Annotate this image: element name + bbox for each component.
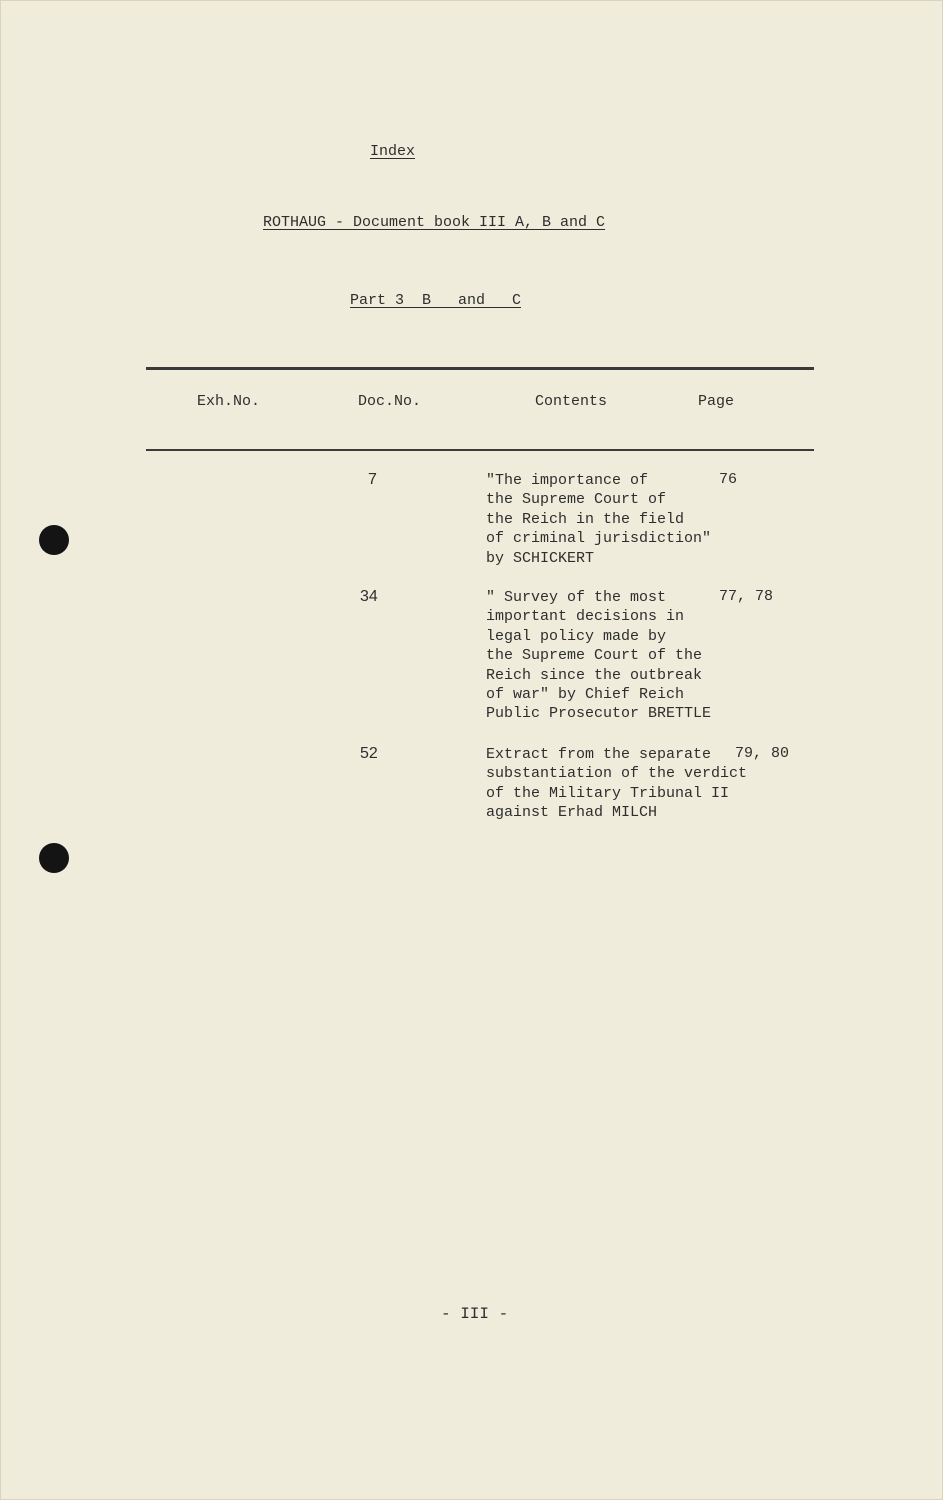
page-cell: 77, 78 [719,588,774,605]
page-cell: 76 [719,471,738,488]
page-number: - III - [441,1305,509,1323]
contents-line: of criminal jurisdiction" [486,530,712,548]
contents-cell [486,588,766,724]
contents-cell [486,745,766,823]
page-cell: 79, 80 [735,745,790,762]
contents-line: by SCHICKERT [486,549,595,567]
part-title: Part 3 B and C [350,292,522,309]
contents-line: Reich since the outbreak [486,666,703,684]
punch-hole [39,843,69,873]
contents-line: "The importance of [486,472,649,489]
contents-line: of war" by Chief Reich [486,686,685,704]
doc-no-cell: 34 [360,588,378,605]
punch-hole [39,525,69,555]
column-header-page: Page [698,393,735,410]
contents-line: substantiation of the verdict [486,765,748,783]
contents-line: Public Prosecutor BRETTLE [486,705,712,723]
contents-line: of the Military Tribunal II [486,784,730,802]
table-top-rule [146,367,814,370]
contents-line: legal policy made by [486,627,667,645]
contents-line: Extract from the separate [486,746,712,763]
contents-line: " Survey of the most [486,589,667,606]
column-header-doc-no: Doc.No. [358,393,422,410]
contents-line: against Erhad MILCH [486,804,658,822]
column-header-contents: Contents [535,393,608,410]
index-title: Index [370,143,416,160]
doc-no-cell: 7 [368,471,377,488]
doc-no-cell: 52 [360,745,378,762]
contents-line: important decisions in [486,608,685,626]
contents-line: the Supreme Court of [486,491,667,509]
column-header-exh-no: Exh.No. [197,393,261,410]
contents-line: the Reich in the field [486,510,685,528]
document-book-title: ROTHAUG - Document book III A, B and C [263,214,606,231]
contents-line: the Supreme Court of the [486,647,703,665]
table-header-rule [146,449,814,451]
